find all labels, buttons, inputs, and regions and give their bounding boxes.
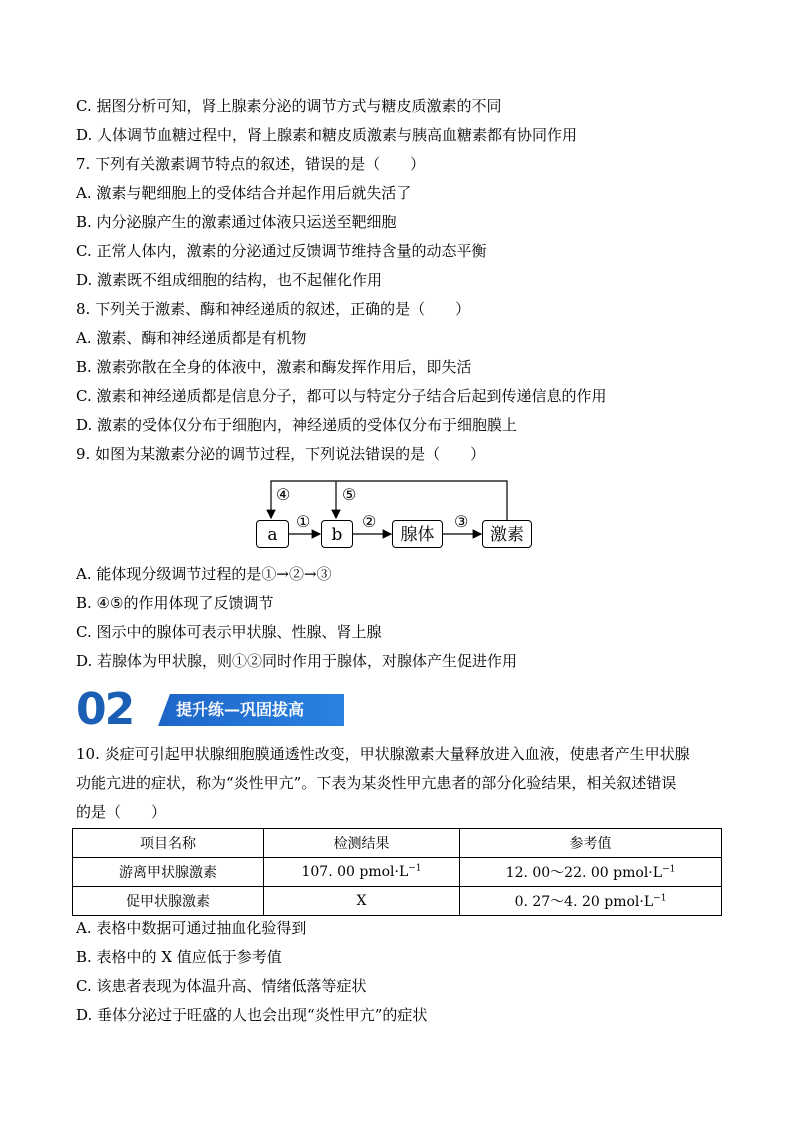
- question-10-option-d: D. 垂体分泌过于旺盛的人也会出现“炎性甲亢”的症状: [76, 1006, 428, 1024]
- table-header-row: [73, 829, 722, 858]
- question-8-option-c: C. 激素和神经递质都是信息分子，都可以与特定分子结合后起到传递信息的作用: [76, 387, 607, 405]
- question-8-stem: 8. 下列关于激素、酶和神经递质的叙述，正确的是（ ）: [76, 300, 471, 318]
- question-9-option-b: B. ④⑤的作用体现了反馈调节: [76, 594, 274, 612]
- label-1: ①: [296, 512, 311, 531]
- label-3: ③: [454, 512, 469, 531]
- table-cell: 游离甲状腺激素: [73, 858, 264, 887]
- cell-unit-exponent: −1: [653, 893, 667, 904]
- box-hormone: 激素: [482, 520, 532, 548]
- regulation-diagram: [250, 474, 550, 554]
- table-row: [73, 887, 722, 916]
- question-7-option-b: B. 内分泌腺产生的激素通过体液只运送至靶细胞: [76, 213, 397, 231]
- section-number: 02: [76, 684, 134, 735]
- box-a: a: [256, 520, 289, 548]
- option-text: D. 人体调节血糖过程中，肾上腺素和糖皮质激素与胰高血糖素都有协同作用: [76, 126, 578, 144]
- question-10-stem: 10. 炎症可引起甲状腺细胞膜通透性改变，甲状腺激素大量释放进入血液，使患者产生甲状腺: [76, 745, 690, 763]
- table-row: [73, 858, 722, 887]
- box-b: b: [321, 520, 353, 548]
- question-9-option-d: D. 若腺体为甲状腺，则①②同时作用于腺体，对腺体产生促进作用: [76, 652, 518, 670]
- question-9-stem: 9. 如图为某激素分泌的调节过程，下列说法错误的是（ ）: [76, 445, 486, 463]
- cell-value: 107. 00 pmol·L: [301, 864, 409, 880]
- label-2: ②: [362, 512, 377, 531]
- table-header: 检测结果: [264, 829, 460, 858]
- cell-value: X: [356, 893, 367, 909]
- table-header: 项目名称: [73, 829, 264, 858]
- question-10-stem: 的是（ ）: [76, 803, 167, 821]
- table-cell: 促甲状腺激素: [73, 887, 264, 916]
- cell-unit-exponent: −1: [408, 863, 422, 874]
- label-4: ④: [276, 485, 291, 504]
- question-9-option-a: A. 能体现分级调节过程的是①→②→③: [76, 565, 332, 583]
- table-cell: [460, 858, 722, 887]
- table-header: 参考值: [460, 829, 722, 858]
- question-8-option-d: D. 激素的受体仅分布于细胞内，神经递质的受体仅分布于细胞膜上: [76, 416, 518, 434]
- question-8-option-a: A. 激素、酶和神经递质都是有机物: [76, 329, 307, 347]
- question-10-stem: 功能亢进的症状，称为“炎性甲亢”。下表为某炎性甲亢患者的部分化验结果，相关叙述错误: [76, 774, 677, 792]
- question-7-option-a: A. 激素与靶细胞上的受体结合并起作用后就失活了: [76, 184, 412, 202]
- table-cell: [264, 858, 460, 887]
- question-10-option-c: C. 该患者表现为体温升高、情绪低落等症状: [76, 977, 367, 995]
- cell-value: 0. 27～4. 20 pmol·L: [514, 894, 654, 910]
- box-gland: 腺体: [392, 520, 443, 548]
- lab-results-table: [72, 828, 722, 916]
- question-10-option-a: A. 表格中数据可通过抽血化验得到: [76, 919, 307, 937]
- table-cell: [460, 887, 722, 916]
- question-7-stem: 7. 下列有关激素调节特点的叙述，错误的是（ ）: [76, 155, 426, 173]
- question-7-option-d: D. 激素既不组成细胞的结构，也不起催化作用: [76, 271, 383, 289]
- option-text: C. 据图分析可知，肾上腺素分泌的调节方式与糖皮质激素的不同: [76, 97, 502, 115]
- table-cell: [264, 887, 460, 916]
- label-5: ⑤: [342, 485, 357, 504]
- cell-unit-exponent: −1: [662, 864, 676, 875]
- cell-value: 12. 00～22. 00 pmol·L: [505, 865, 663, 881]
- question-10-option-b: B. 表格中的 X 值应低于参考值: [76, 948, 282, 966]
- question-7-option-c: C. 正常人体内，激素的分泌通过反馈调节维持含量的动态平衡: [76, 242, 487, 260]
- question-8-option-b: B. 激素弥散在全身的体液中，激素和酶发挥作用后，即失活: [76, 358, 472, 376]
- question-9-option-c: C. 图示中的腺体可表示甲状腺、性腺、肾上腺: [76, 623, 382, 641]
- section-banner: [76, 684, 346, 735]
- section-title: 提升练—巩固拔高: [176, 700, 305, 719]
